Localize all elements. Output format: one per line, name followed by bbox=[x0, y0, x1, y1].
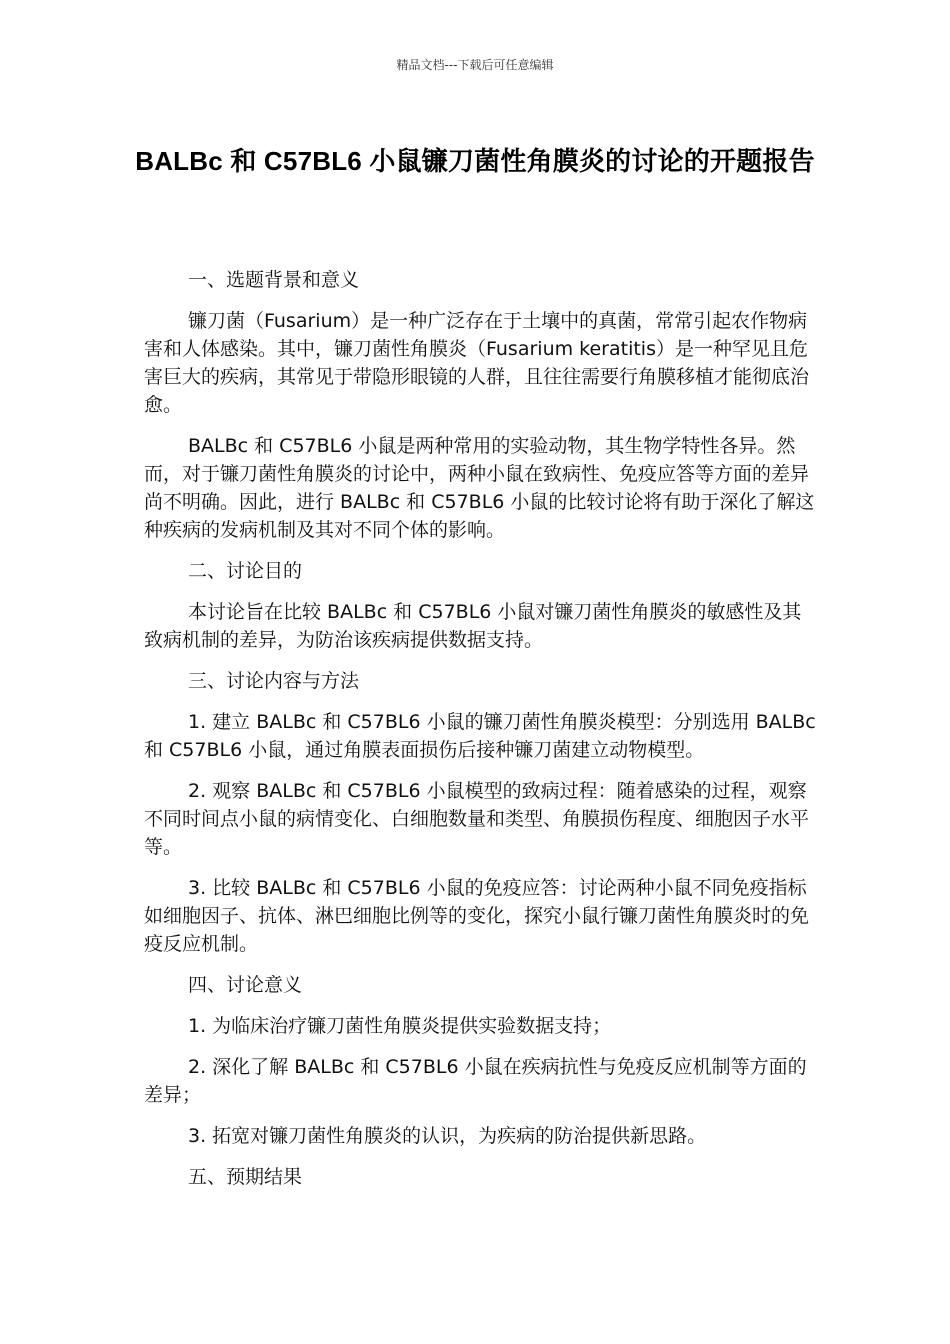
paragraph: BALBc 和 C57BL6 小鼠是两种常用的实验动物，其生物学特性各异。然而，对于镰刀菌性角膜炎的讨论中，两种小鼠在致病性、免疫应答等方面的差异尚不明确。因此，进行 BALBc 和 C57BL6 小鼠的比较讨论将有助于深化了解这种疾病的发病机制及其对不同个体的影响。 bbox=[144, 435, 815, 541]
document-body bbox=[144, 266, 816, 1204]
section-heading: 一、选题背景和意义 bbox=[188, 269, 360, 291]
list-item: 2. 深化了解 BALBc 和 C57BL6 小鼠在疾病抗性与免疫反应机制等方面的差异； bbox=[144, 1056, 807, 1106]
document-title: BALBc 和 C57BL6 小鼠镰刀菌性角膜炎的讨论的开题报告 bbox=[135, 146, 815, 176]
list-item: 3. 比较 BALBc 和 C57BL6 小鼠的免疫应答：讨论两种小鼠不同免疫指标如细胞因子、抗体、淋巴细胞比例等的变化，探究小鼠行镰刀菌性角膜炎时的免疫反应机制。 bbox=[144, 877, 810, 955]
paragraph: 镰刀菌（Fusarium）是一种广泛存在于土壤中的真菌，常常引起农作物病害和人体感染。其中，镰刀菌性角膜炎（Fusarium keratitis）是一种罕见且危害巨大的疾病，其常见于带隐形眼镜的人群，且往往需要行角膜移植才能彻底治愈。 bbox=[144, 310, 810, 416]
section-heading: 四、讨论意义 bbox=[188, 974, 303, 996]
list-item: 3. 拓宽对镰刀菌性角膜炎的认识，为疾病的防治提供新思路。 bbox=[188, 1125, 707, 1147]
section-heading: 三、讨论内容与方法 bbox=[188, 670, 360, 692]
list-item: 1. 建立 BALBc 和 C57BL6 小鼠的镰刀菌性角膜炎模型：分别选用 BALBc 和 C57BL6 小鼠，通过角膜表面损伤后接种镰刀菌建立动物模型。 bbox=[144, 711, 816, 761]
section-heading: 五、预期结果 bbox=[188, 1166, 303, 1188]
list-item: 2. 观察 BALBc 和 C57BL6 小鼠模型的致病过程：随着感染的过程，观察不同时间点小鼠的病情变化、白细胞数量和类型、角膜损伤程度、细胞因子水平等。 bbox=[144, 780, 810, 858]
header-note: 精品文档---下载后可任意编辑 bbox=[396, 58, 554, 72]
paragraph: 本讨论旨在比较 BALBc 和 C57BL6 小鼠对镰刀菌性角膜炎的敏感性及其致病机制的差异，为防治该疾病提供数据支持。 bbox=[144, 601, 802, 651]
section-heading: 二、讨论目的 bbox=[188, 560, 303, 582]
list-item: 1. 为临床治疗镰刀菌性角膜炎提供实验数据支持； bbox=[188, 1015, 612, 1037]
